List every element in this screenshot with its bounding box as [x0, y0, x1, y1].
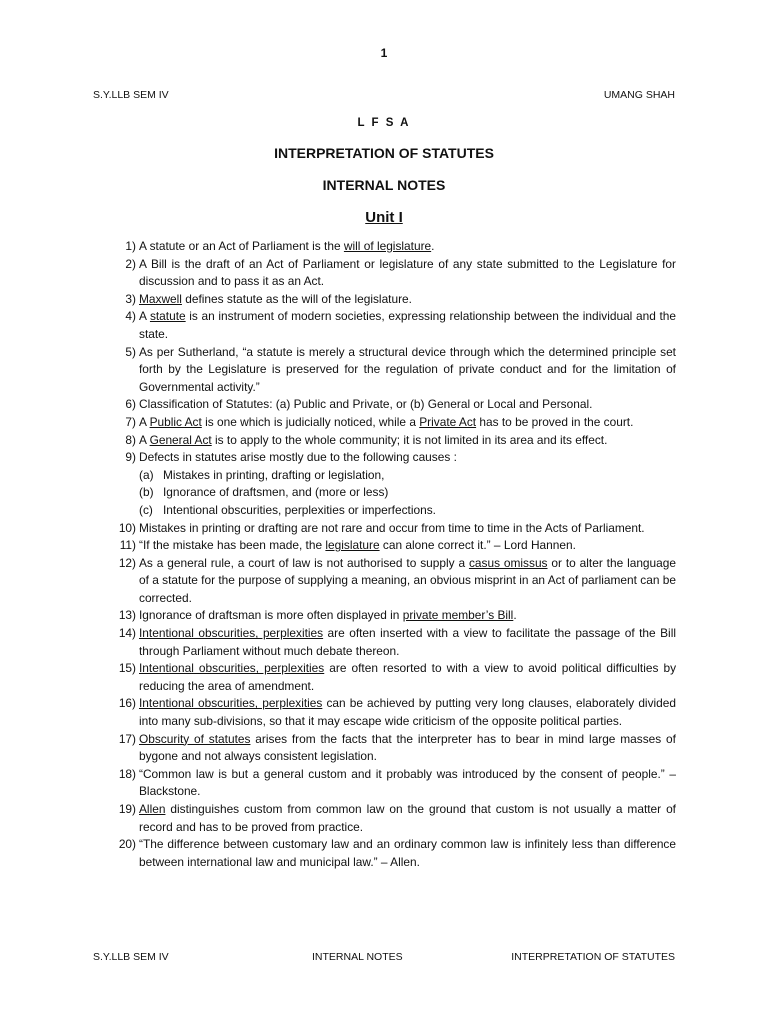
- list-item: [116, 432, 676, 450]
- item-text: [139, 450, 457, 464]
- sub-list-item: [139, 502, 676, 520]
- document-title: INTERPRETATION OF STATUTES: [274, 145, 494, 161]
- item-text: [139, 802, 676, 834]
- item-text: [139, 521, 645, 535]
- underlined-term: General Act: [149, 432, 212, 447]
- text-run: A: [139, 309, 150, 324]
- underlined-term: private member’s Bill: [402, 608, 514, 623]
- item-text: [139, 837, 676, 869]
- list-item: [116, 344, 676, 397]
- underlined-term: Allen: [139, 802, 166, 816]
- sub-list-item: [139, 484, 676, 502]
- text-run: As per Sutherland, “a statute is merely a structural device through which the determined principle set forth by the Legislature is preserved for the regulation of private conduct and for the limitation of Governmental activity.”: [139, 344, 676, 394]
- item-text: [139, 292, 412, 306]
- item-number: 2): [125, 256, 136, 271]
- item-text: [139, 345, 676, 394]
- item-text: [139, 608, 517, 622]
- item-number: 3): [125, 291, 136, 306]
- text-run: Mistakes in printing or drafting are not rare and occur from time to time in the Acts of Parliament.: [139, 520, 645, 535]
- item-number: 9): [125, 450, 136, 465]
- underlined-term: will of legislature: [343, 239, 432, 253]
- text-run: Classification of Statutes: (a) Public and Private, or (b) General or Local and Personal.: [139, 397, 593, 412]
- text-run: A: [139, 432, 150, 447]
- course-code: L F S A: [357, 117, 411, 129]
- item-number: 18): [118, 766, 136, 781]
- item-number: 4): [125, 309, 136, 324]
- item-number: 16): [118, 696, 136, 711]
- underlined-term: Private Act: [419, 414, 477, 429]
- underlined-term: legislature: [325, 538, 380, 553]
- sub-item-label: (a): [139, 467, 154, 482]
- text-run: “The difference between customary law and an ordinary common law is infinitely less than difference between international law and municipal law.” – Allen.: [139, 837, 676, 869]
- list-item: [116, 414, 676, 432]
- list-item: [116, 449, 676, 519]
- sub-item-text: Ignorance of draftsmen, and (more or less): [163, 485, 389, 500]
- text-run: “If the mistake has been made, the: [139, 538, 326, 553]
- list-item: [116, 607, 676, 625]
- sub-list: [139, 467, 676, 520]
- text-run: are often resorted to with a view to avoid political difficulties by reducing the area of amendment.: [139, 661, 677, 693]
- text-run: has to be proved in the court.: [476, 414, 634, 429]
- text-run: arises from the facts that the interpreter has to bear in mind large masses of bygone and not always consistent legislation.: [139, 731, 676, 764]
- text-run: defines statute as the will of the legislature.: [181, 291, 412, 306]
- list-item: [116, 695, 676, 730]
- sub-item-text: Intentional obscurities, perplexities or imperfections.: [163, 502, 436, 517]
- item-text: [139, 626, 676, 658]
- list-item: [116, 766, 676, 801]
- notes-list: [116, 238, 676, 871]
- text-run: A Bill is the draft of an Act of Parliament or legislature of any state submitted to the Legislature for discussion and to pass it as an Act.: [139, 256, 676, 289]
- list-item: [116, 520, 676, 538]
- underlined-term: Public Act: [149, 414, 202, 429]
- item-text: [139, 309, 676, 341]
- footer-notes-label: INTERNAL NOTES: [312, 951, 403, 963]
- item-number: 14): [118, 626, 136, 641]
- underlined-term: Obscurity of statutes: [139, 731, 251, 746]
- item-number: 5): [125, 344, 136, 359]
- item-number: 17): [118, 731, 136, 746]
- item-text: [139, 239, 434, 253]
- sub-item-label: (b): [139, 485, 154, 500]
- item-number: 6): [125, 397, 136, 412]
- item-number: 8): [125, 432, 136, 447]
- footer-course-label: S.Y.LLB SEM IV: [93, 951, 169, 963]
- header-course-label: S.Y.LLB SEM IV: [93, 89, 169, 101]
- text-run: can alone correct it.” – Lord Hannen.: [379, 538, 576, 553]
- item-text: [139, 661, 676, 693]
- page-number: 1: [380, 46, 388, 60]
- item-text: [139, 415, 633, 429]
- list-item: [116, 396, 676, 414]
- list-item: [116, 256, 676, 291]
- footer-subject-label: INTERPRETATION OF STATUTES: [511, 951, 675, 963]
- list-item: [116, 238, 676, 256]
- sub-item-label: (c): [139, 502, 153, 517]
- text-run: are often inserted with a view to facilitate the passage of the Bill through Parliament without much debate thereon.: [139, 626, 676, 658]
- text-run: .: [513, 608, 517, 623]
- text-run: is one which is judicially noticed, while a: [201, 414, 420, 429]
- unit-heading: Unit I: [365, 209, 403, 226]
- item-number: 7): [125, 414, 136, 429]
- item-number: 1): [125, 239, 136, 253]
- list-item: [116, 308, 676, 343]
- list-item: [116, 836, 676, 871]
- header-author-name: UMANG SHAH: [603, 89, 675, 101]
- list-item: [116, 537, 676, 555]
- text-run: Defects in statutes arise mostly due to the following causes :: [139, 450, 457, 465]
- item-text: [139, 433, 607, 447]
- text-run: is an instrument of modern societies, expressing relationship between the individual and the state.: [139, 309, 676, 341]
- text-run: distinguishes custom from common law on the ground that custom is not usually a matter of record and has to be proved from practice.: [139, 802, 676, 834]
- underlined-term: casus omissus: [468, 555, 548, 570]
- document-subtitle: INTERNAL NOTES: [322, 177, 446, 193]
- sub-list-item: [139, 467, 676, 485]
- underlined-term: statute: [149, 309, 186, 324]
- list-item: [116, 291, 676, 309]
- underlined-term: Intentional obscurities, perplexities: [139, 626, 324, 641]
- sub-item-text: Mistakes in printing, drafting or legislation,: [163, 467, 385, 482]
- text-run: As a general rule, a court of law is not authorised to supply a: [139, 555, 469, 570]
- text-run: .: [431, 239, 435, 253]
- item-number: 20): [118, 837, 136, 852]
- item-text: [139, 257, 676, 289]
- item-number: 10): [118, 520, 136, 535]
- item-number: 19): [118, 802, 136, 816]
- item-number: 11): [119, 538, 136, 553]
- list-item: [116, 731, 676, 766]
- item-text: [139, 538, 576, 552]
- text-run: can be achieved by putting very long clauses, elaborately divided into many sub-divisions, so that it may escape wide criticism of the opposite political parties.: [139, 696, 676, 729]
- text-run: A statute or an Act of Parliament is the: [139, 239, 344, 253]
- underlined-term: Intentional obscurities, perplexities: [139, 661, 325, 676]
- underlined-term: Intentional obscurities, perplexities: [139, 696, 323, 711]
- list-item: [116, 660, 676, 695]
- item-text: [139, 556, 676, 605]
- item-number: 13): [118, 608, 136, 623]
- list-item: [116, 625, 676, 660]
- item-number: 12): [118, 555, 136, 570]
- underlined-term: Maxwell: [139, 291, 182, 306]
- text-run: “Common law is but a general custom and it probably was introduced by the consent of people.” – Blackstone.: [139, 766, 676, 799]
- item-text: [139, 732, 676, 764]
- text-run: is to apply to the whole community; it is not limited in its area and its effect.: [211, 432, 608, 447]
- item-text: [139, 397, 592, 411]
- text-run: Ignorance of draftsman is more often displayed in: [139, 608, 403, 623]
- list-item: [116, 555, 676, 608]
- text-run: A: [139, 414, 150, 429]
- text-run: or to alter the language of a statute for the purpose of supplying a meaning, an obvious misprint in an Act of parliament can be corrected.: [139, 555, 676, 605]
- item-text: [139, 767, 676, 799]
- item-text: [139, 696, 676, 728]
- item-number: 15): [118, 661, 136, 676]
- list-item: [116, 801, 676, 836]
